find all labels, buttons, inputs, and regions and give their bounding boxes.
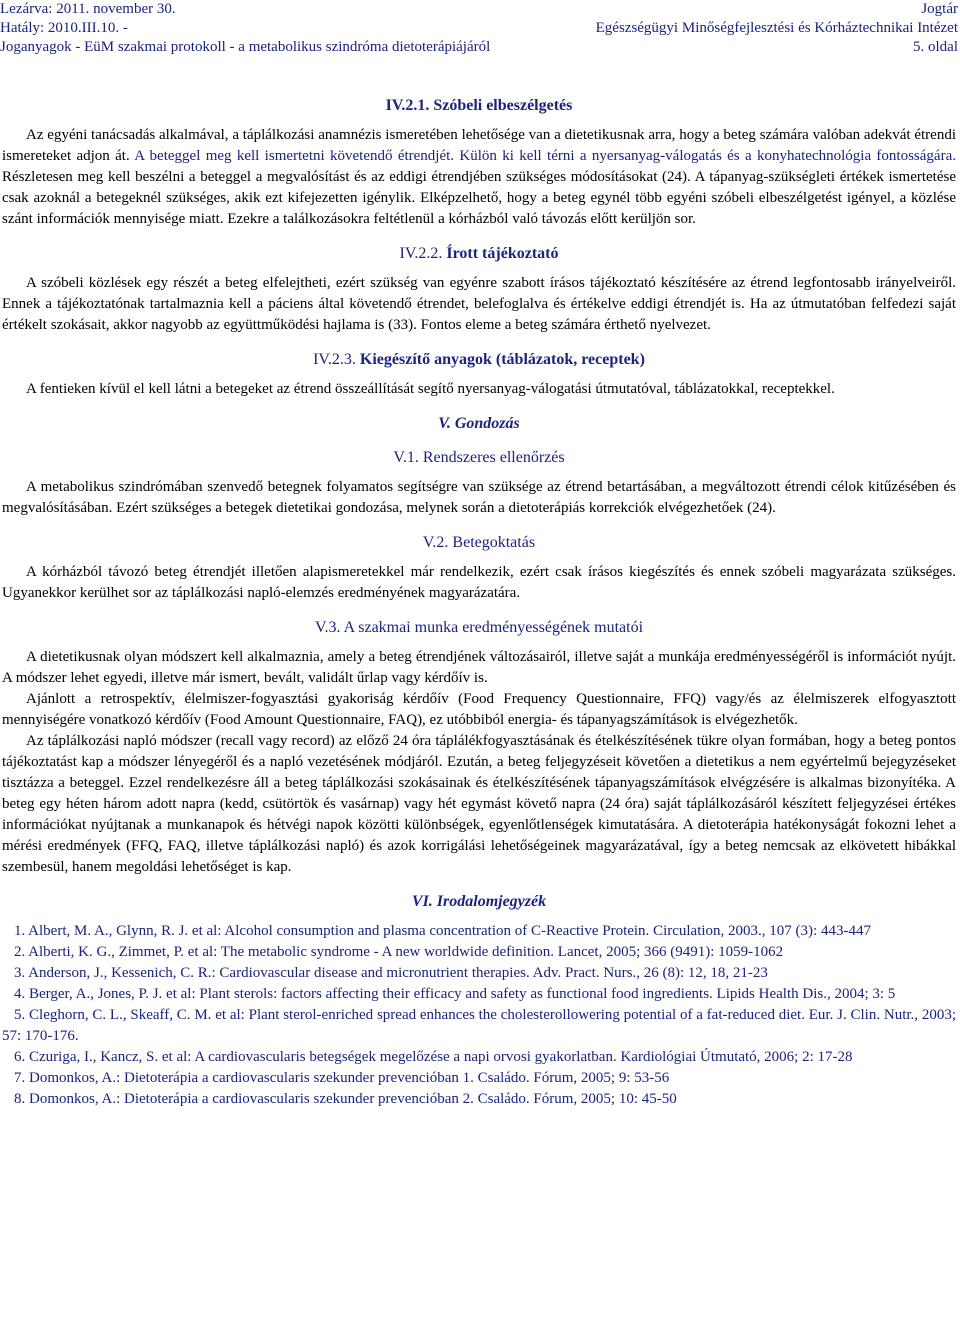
header-validity: Hatály: 2010.III.10. -: [0, 20, 128, 36]
header-closed-date: Lezárva: 2011. november 30.: [0, 1, 176, 17]
reference-item: 8. Domonkos, A.: Dietoterápia a cardiovascularis szekunder prevencióban 2. Családo. Fórum, 2005; 10: 45-50: [14, 1091, 677, 1107]
section-number: IV.2.2.: [399, 245, 443, 262]
reference-item: 5. Cleghorn, C. L., Skeaff, C. M. et al: Plant sterol-enriched spread enhances the cholesterollowering potential of a fat-reduced diet. Eur. J. Clin. Nutr., 2003; 57: 170-176.: [2, 1007, 956, 1044]
sentence: A kórházból távozó beteg étrendjét illetően alapismeretekkel már rendelkezik, ezért csak írásos kiegészítés és ennek szóbeli magyarázata szükséges.: [26, 564, 956, 580]
sentence: A tápanyag-szükségleti értékek ismertetése csak azoknál a betegeknél szükséges, akik ezt kifejezetten igénylik.: [2, 169, 956, 206]
sentence: Ezekre a találkozásokra feltétlenül a kórházból való távozás előtt kerüljön sor.: [227, 211, 696, 227]
sentence: A dietetikusnak olyan módszert kell alkalmaznia, amely a beteg étrendjének változásairól, illetve saját a munkája eredményességéről is információt nyújt.: [26, 649, 956, 665]
sentence: Ugyanekkor kerülhet sor az táplálkozási napló-elemzés eredményének magyarázatára.: [2, 585, 521, 601]
reference-item: 7. Domonkos, A.: Dietoterápia a cardiovascularis szekunder prevencióban 1. Családo. Fórum, 2005; 9: 53-56: [14, 1070, 670, 1086]
header-left: [0, 0, 490, 57]
paragraph: A fentieken kívül el kell látni a betegeket az étrend összeállítását segítő nyersanyag-válogatási útmutatóval, táblázatokkal, receptekkel.: [26, 381, 835, 397]
sentence: Ennek a tájékoztatónak tartalmaznia kell a páciens által követendő étrendet, belefoglalva és értékelve eddigi étrendjét is.: [2, 296, 745, 312]
section-title-written-info: [2, 244, 956, 264]
chapter-title-references: VI. Irodalomjegyzék: [411, 893, 547, 910]
reference-item: 1. Albert, M. A., Glynn, R. J. et al: Alcohol consumption and plasma concentration of C-Reactive Protein. Circulation, 2003., 107 (3): 443-447: [14, 923, 871, 939]
sentence: A metabolikus szindrómában szenvedő betegnek folyamatos segítségre van szüksége az étrend betartásában, a megváltozott étrendi célok kitűzésében és megvalósításában.: [2, 479, 956, 516]
sentence: Ezzel rendelkezésre áll a beteg táplálkozási szokásainak és ételkészítésének tápanyagszámítások elvégzésére is alkalmas bizonyítéka.: [128, 775, 942, 791]
sentence: Külön ki kell térni a nyersanyag-válogatás és a konyhatechnológia fontosságára.: [459, 148, 956, 164]
section-title-supplementary: [2, 350, 956, 370]
chapter-title-care: V. Gondozás: [438, 415, 520, 432]
paragraph: [2, 647, 956, 689]
section-heading: Írott tájékoztató: [446, 245, 559, 262]
header-source: Jogtár: [921, 1, 958, 17]
section-title-effectiveness: V.3. A szakmai munka eredményességének mutatói: [314, 619, 644, 636]
sentence: Az egyéni tanácsadás alkalmával, a táplálkozási anamnézis ismeretében lehetősége van a dietetikusnak arra, hogy a beteg számára valóban adekvát étrendi ismereteket adjon át.: [2, 127, 956, 164]
section-heading: Kiegészítő anyagok (táblázatok, receptek): [359, 351, 645, 368]
sentence: Részletesen meg kell beszélni a beteggel a megvalósítást és az eddigi étrendjében szükséges módosításokat (24).: [2, 169, 691, 185]
header-page-number: 5. oldal: [913, 39, 958, 55]
paragraph: [2, 125, 956, 230]
section-title-regular-check: V.1. Rendszeres ellenőrzés: [393, 449, 565, 466]
header-document-title: Joganyagok - EüM szakmai protokoll - a metabolikus szindróma dietoterápiájáról: [0, 39, 491, 55]
sentence: Fontos eleme a beteg számára érthető nyelvezet.: [420, 317, 711, 333]
section-title-oral-consultation: [2, 96, 956, 116]
sentence: A módszer lehet egyedi, illetve már ismert, bevált, validált űrlap vagy kérdőív is.: [2, 670, 488, 686]
paragraph: [2, 562, 956, 604]
section-number: IV.2.1.: [385, 97, 430, 114]
sentence: Ezért szükséges a betegek dietetikai gondozása, melynek során a dietoterápiás korrekciók elvégezhetőek (24).: [116, 500, 776, 516]
sentence: Elképzelhető, hogy a beteg egynél több egyéni szóbeli elbeszélgetést igényel, a közlése szánt információk mennyisége miatt.: [2, 190, 957, 227]
sentence: Az táplálkozási napló módszer (recall vagy record) az előző 24 óra táplálékfogyasztásának és ételkészítésének tükre olyan formában, hogy a beteg pontos tájékoztatást kap a módszer lényegéről és a napló vezetésének módjáról.: [2, 733, 956, 770]
sentence: A szóbeli közlések egy részét a beteg elfelejtheti, ezért szükség van egyénre szabott írásos tájékoztató készítésére az étrend legfontosabb irányelveiről.: [26, 275, 956, 291]
header-right: [596, 0, 958, 57]
header-institute: Egészségügyi Minőségfejlesztési és Kórháztechnikai Intézet: [595, 20, 958, 36]
sentence: A dietoterápia hatékonyságát fokozni lehet a mérési eredmények (FFQ, FAQ, illetve táplálkozási napló) és azok korrigálási lehetőségeinek magyarázatával, így a beteg nemcsak az elkövetett hibákkal szembesül, hanem megoldási lehetőséget is kap.: [2, 817, 956, 875]
reference-item: 6. Czuriga, I., Kancz, S. et al: A cardiovascularis betegségek megelőzése a napi orvosi gyakorlatban. Kardiológiai Útmutató, 2006; 2: 17-28: [14, 1049, 853, 1065]
reference-item: 2. Alberti, K. G., Zimmet, P. et al: The metabolic syndrome - A new worldwide definition. Lancet, 2005; 366 (9491): 1059-1062: [14, 944, 784, 960]
reference-list: [2, 921, 956, 1110]
section-heading: Szóbeli elbeszélgetés: [433, 97, 573, 114]
sentence: A beteg egy héten három adott napra (kedd, csütörtök és vasárnap) vagy hét egymást követő napra (24 óra) saját táplálkozásáról készített feljegyzései értékes információkat nyújtanak a munkanapok és hétvégi napok közötti különbségek, egyenlőtlenségek kimutatására.: [2, 775, 956, 833]
sentence: Ha az útmutatóban felfedezi saját értékelt szokásait, akkor nagyobb az együttműködési hajlama is (33).: [2, 296, 957, 333]
paragraph: [2, 273, 956, 336]
sentence: Ezután, a beteg feljegyzéseit követően a dietetikus a nem egyértelmű bejegyzéseket tisztázza a beteggel.: [2, 754, 957, 791]
paragraph: [2, 477, 956, 519]
reference-item: 4. Berger, A., Jones, P. J. et al: Plant sterols: factors affecting their efficacy and safety as functional food ingredients. Lipids Health Dis., 2004; 3: 5: [14, 986, 896, 1002]
document-body: [2, 96, 956, 1110]
reference-item: 3. Anderson, J., Kessenich, C. R.: Cardiovascular disease and micronutrient therapies. Adv. Pract. Nurs., 26 (8): 12, 18, 21-23: [14, 965, 768, 981]
section-number: IV.2.3.: [313, 351, 356, 368]
section-title-patient-education: V.2. Betegoktatás: [422, 534, 536, 551]
paragraph: [2, 731, 956, 878]
paragraph: Ajánlott a retrospektív, élelmiszer-fogyasztási gyakoriság kérdőív (Food Frequency Questionnaire, FFQ) vagy/és az élelmiszerek elfogyasztott mennyiségére vonatkozó kérdőív (Food Amount Questionnaire, FAQ), ez utóbbiból energia- és tápanyagszámítások is elvégezhetők.: [2, 691, 956, 728]
sentence: A beteggel meg kell ismertetni követendő étrendjét.: [134, 148, 455, 164]
